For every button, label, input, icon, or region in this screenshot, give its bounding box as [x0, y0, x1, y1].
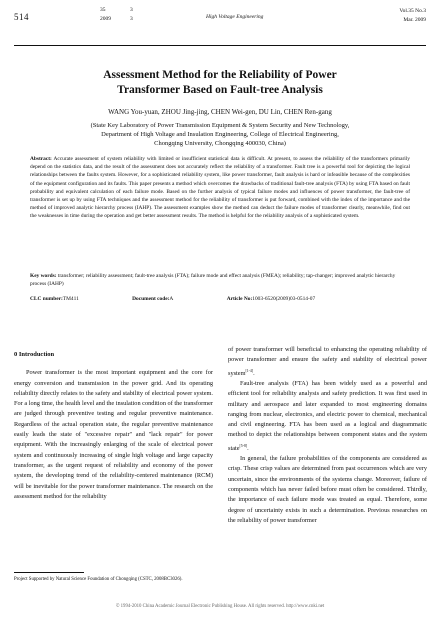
article-label: Article No:: [226, 296, 253, 302]
section-heading: 0 Introduction: [14, 351, 55, 358]
right-column: [228, 345, 427, 526]
article-value: 1003-6520(2009)03-0514-07: [252, 296, 316, 302]
title-line-1: Assessment Method for the Reliability of Power: [103, 69, 337, 81]
volume-line-1: 35: [100, 7, 106, 13]
doc-value: A: [169, 296, 174, 302]
citation: [5-8]: [239, 443, 248, 448]
volume-issue-line: Vol.35 No.3: [399, 8, 426, 14]
volume-line-2: 2009: [100, 16, 111, 22]
abstract: [30, 155, 410, 221]
author-list: WANG You-yuan, ZHOU Jing-jing, CHEN Wei-gen, DU Lin, CHEN Ren-gang: [108, 108, 332, 116]
clc-label: CLC number:: [30, 296, 63, 302]
doc-label: Document code:: [132, 296, 170, 302]
page-number: 514: [14, 12, 29, 22]
volume-issue-date: [399, 7, 426, 25]
affiliation-line-2: Department of High Voltage and Insulation Engineering, College of Electrical Engineering,: [101, 131, 339, 138]
left-column: [14, 350, 213, 502]
clc-value: TM411: [62, 296, 79, 302]
classification-line: [30, 296, 430, 302]
intro-paragraph-1: Power transformer is the most important equipment and the core for energy conversion and transmission in the power grid. And its operating reliability directly relates to the safety and stability of electrical power system. For a long time, the health level and the insulation condition of the transformer are judged through preventive testing and regular preventive maintenance. Regardless of the actual operation state, the regular preventive maintenance easily leads the state of "excessive repair" and "lack repair" for power equipment. With the increasingly enlarging of the scale of electrical power system and continuously increasing of single high voltage and large capacity transformer, as the urgent request of reliability and economy of the power system, the developing trend of the reliability-centered maintenance (RCM) will be inevitable for the power transformer maintenance. The research on the assessment method for the reliability: [14, 369, 214, 500]
intro-paragraph-2: Fault-tree analysis (FTA) has been widely used as a powerful and efficient tool for reliability analysis and safety prediction. It was first used in military and aerospace and later expanded to most engineering domains ranging from nuclear, electronics, and electric power to chemical, mechanical and civil engineering. FTA has been used as a logical and diagrammatic method to depict the relationships between component states and the system state[5-8].: [228, 379, 427, 452]
header-rule: [14, 45, 426, 46]
article-number: [227, 296, 341, 302]
issue-line-1: 3: [130, 7, 133, 13]
paper-title: [20, 68, 420, 98]
affiliation: [20, 121, 420, 148]
abstract-label: Abstract:: [30, 156, 52, 162]
footnote: Project Supported by Natural Science Foundation of Chongqing (CSTC, 2008BC3026).: [14, 577, 183, 582]
clc-number: [30, 296, 105, 302]
paragraph-text: Fault-tree analysis (FTA) has been widely used as a powerful and efficient tool for reliability analysis and safety prediction. It was first used in military and aerospace and later expanded to most engineering domains ranging from nuclear, electronics, and electric power to chemical, mechanical and civil engineering. FTA has been used as a logical and diagrammatic method to depict the relationships between component states and the system state: [228, 379, 427, 452]
title-line-2: Transformer Based on Fault-tree Analysis: [117, 84, 323, 96]
keywords: [30, 272, 410, 288]
document-code: [132, 296, 199, 302]
footnote-rule: [14, 572, 84, 573]
affiliation-line-1: (State Key Laboratory of Power Transmission Equipment & System Security and New Technology,: [90, 122, 350, 129]
issue-line-2: 3: [130, 16, 133, 22]
volume-block: [100, 6, 111, 24]
citation: [1-4]: [245, 368, 254, 373]
copyright-footer: © 1994-2010 China Academic Journal Electronic Publishing House. All rights reserved. http://www.cnki.net: [115, 604, 325, 609]
issue-block: [130, 6, 133, 24]
intro-paragraph-1-cont: of power transformer will beneficial to enhancing the operating reliability of power transformer and ensure the safety and stability of electrical power system[1-4].: [228, 346, 427, 377]
paragraph-text: of power transformer will beneficial to enhancing the operating reliability of power transformer and ensure the safety and stability of electrical power system: [228, 346, 427, 377]
keywords-label: Key words:: [30, 273, 57, 279]
keywords-text: transformer; reliability assessment; fault-tree analysis (FTA); failure mode and effect analysis (FMEA); reliability; tap-changer; improved analytic hierarchy process (IAHP): [30, 273, 396, 288]
abstract-text: Accurate assessment of system reliability with limited or insufficient statistical data is difficult. At present, to assess the reliability of the transformers primarily depend on the statistics data, and the result of the assessment does not accurately reflect the reliability of a transformer. Fault tree is a powerful tool for depicting the logical relationships between the faults system. However, for a sophisticated reliability system, like power transformer, fault analysis is hard or infeasible because of the complexities of the equipment configuration and its faults. This paper presents a method which overcomes the drawbacks of traditional fault-tree analysis (FTA) by using FTA based on fault probability and equivalent calculation of each failure mode. Based on the further analysis of typical failure modes and influences of power transformer, the fault-tree of transformer is set up by using FTA techniques and the assessment method for the reliability of transformer is put forward, combined with the index of the importance and the method of improved analytic hierarchy process (IAHP). The assessment examples show the method can deduct the failure modes of transformer clearly, meanwhile, find out the weaknesses in time during the operation and get better assessment results. The method is helpful for the reliability analysis of a sophisticated system.: [30, 156, 410, 220]
journal-name: High Voltage Engineering: [206, 14, 264, 20]
date-line: Mar. 2009: [403, 17, 426, 23]
running-header: [14, 6, 426, 36]
intro-paragraph-3: In general, the failure probabilities of the components are considered as crisp. These crisp values are determined from past occurrences which are very uncertain, since the environments of the systems change. Moreover, failure of components which has never failed before must often be considered. Thirdly, the importance of each failure mode was treated as equal. Therefore, some degree of uncertainty exists in such a determination. Previous researches on the reliability of power transformer: [228, 455, 427, 524]
affiliation-line-3: Chongqing University, Chongqing 400030, China): [154, 140, 286, 147]
